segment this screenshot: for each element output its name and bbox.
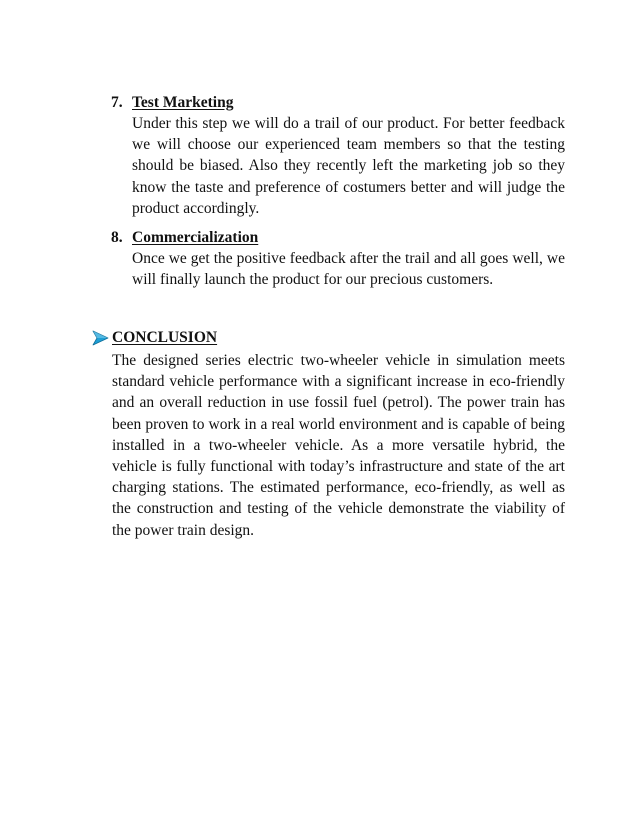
list-item-number: 8. — [111, 229, 123, 246]
list-item-body: Under this step we will do a trail of our product. For better feedback we will choose our experienced team members so that the testing should be biased. Also they recently left the marketing job so they know the taste and preference of costumers better and will judge the product accordingly. — [132, 115, 565, 217]
list-item-commercialization — [111, 228, 566, 290]
list-item-heading — [111, 93, 566, 113]
list-item-title: Commercialization — [132, 229, 259, 246]
list-item-heading — [111, 228, 566, 248]
list-item-test-marketing — [111, 93, 566, 219]
conclusion-title: CONCLUSION — [112, 329, 218, 346]
list-item-body: Once we get the positive feedback after the trail and all goes well, we will finally launch the product for our precious customers. — [132, 250, 565, 289]
arrow-bullet-icon — [92, 330, 109, 346]
list-item-number: 7. — [111, 94, 123, 111]
conclusion-heading — [92, 328, 565, 348]
list-item-title: Test Marketing — [132, 94, 234, 111]
conclusion-section — [92, 328, 565, 541]
conclusion-body: The designed series electric two-wheeler vehicle in simulation meets standard vehicle performance with a significant increase in eco-friendly and an overall reduction in use fossil fuel (petrol). The power train has been proven to work in a real world environment and is capable of being installed in a two-wheeler vehicle. As a more versatile hybrid, the vehicle is fully functional with today’s infrastructure and state of the art charging stations. The estimated performance, eco-friendly, as well as the construction and testing of the vehicle demonstrate the viability of the power train design. — [112, 352, 565, 539]
